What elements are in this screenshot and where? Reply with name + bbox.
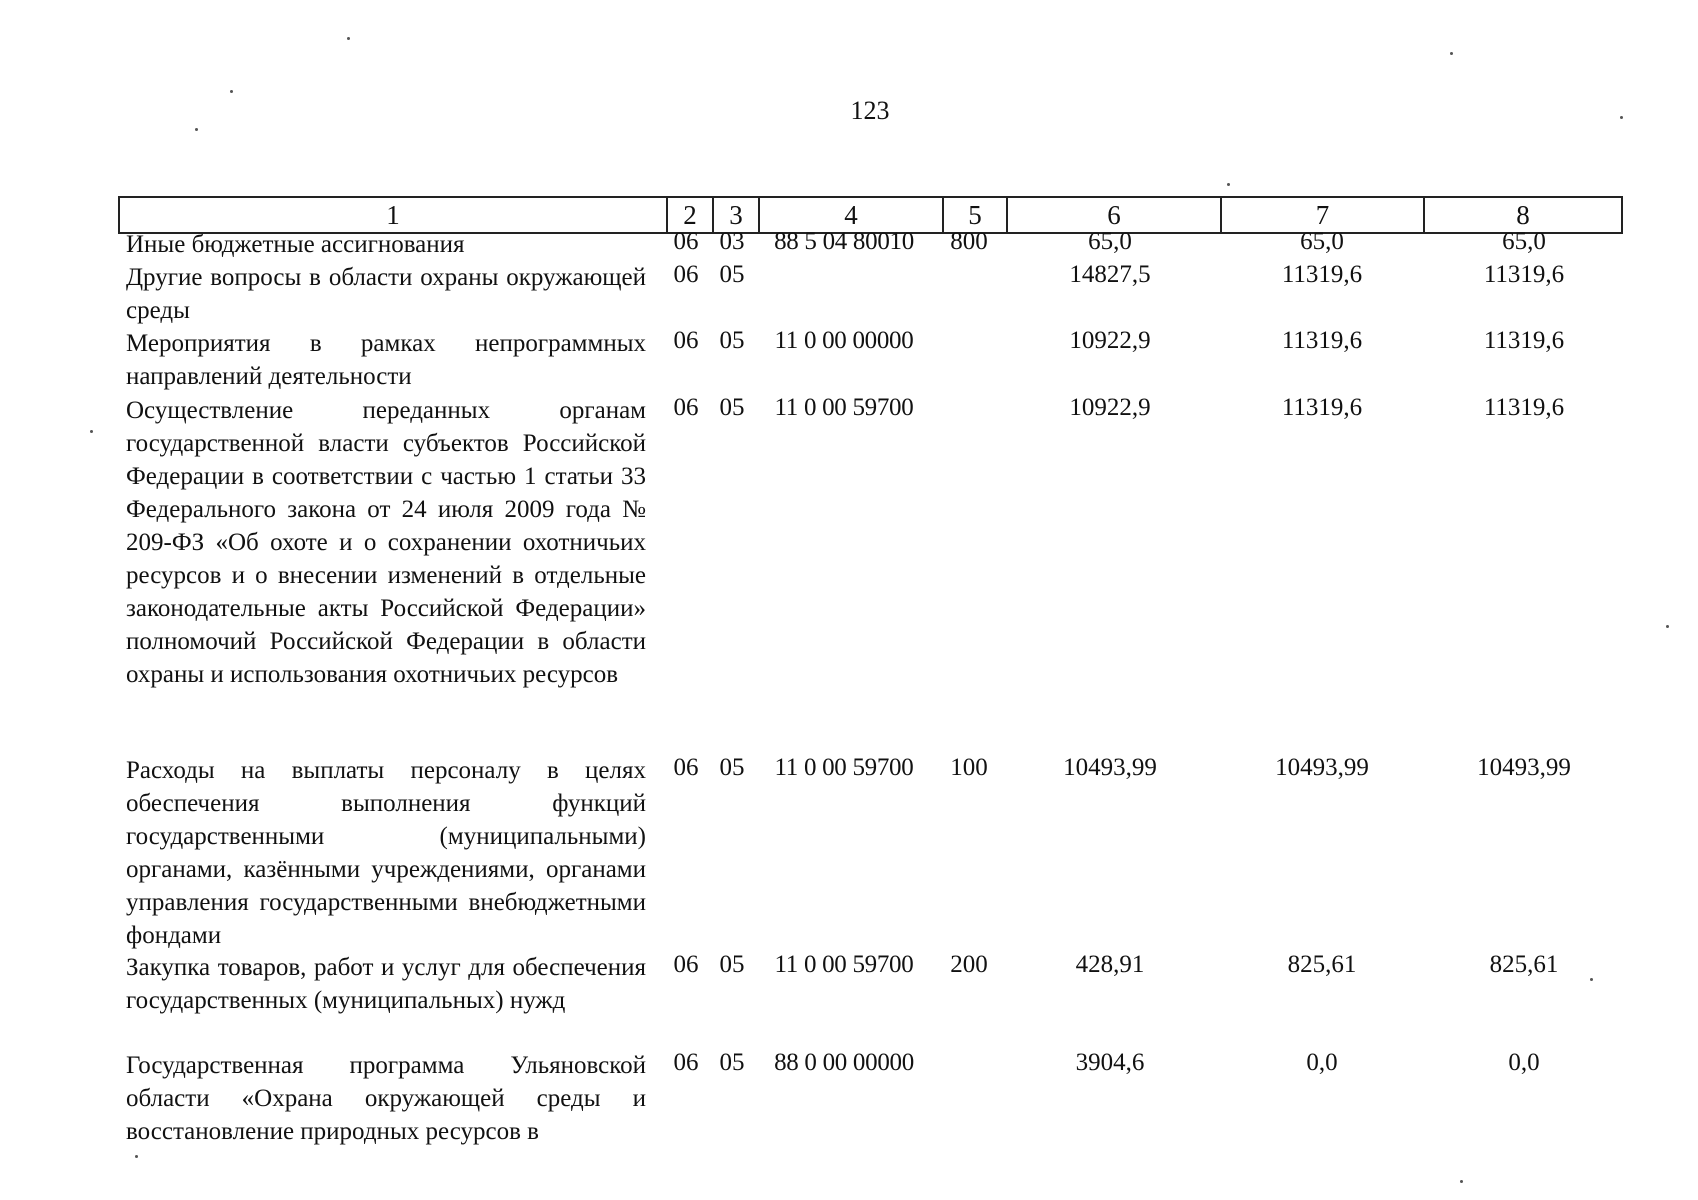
row-col-3: 05 (719, 1049, 745, 1076)
row-col-2: 06 (673, 327, 699, 354)
row-col-3: 05 (719, 394, 745, 421)
row-col-7: 11319,6 (1281, 394, 1363, 421)
row-col-5: 100 (950, 754, 988, 781)
row-col-6: 65,0 (1088, 228, 1132, 255)
row-col-5: 800 (950, 228, 988, 255)
row-col-6: 3904,6 (1075, 1049, 1145, 1076)
row-col-7: 11319,6 (1281, 327, 1363, 354)
header-col-2: 2 (668, 198, 714, 232)
row-col-5: 200 (950, 951, 988, 978)
row-col-8: 11319,6 (1483, 261, 1565, 288)
row-col-7: 11319,6 (1281, 261, 1363, 288)
row-description: Государственная программа Ульяновской области «Охрана окружающей среды и восстановление природных ресурсов в (126, 1052, 646, 1145)
row-description: Иные бюджетные ассигнования (126, 231, 465, 258)
scan-speck (347, 37, 350, 40)
scan-speck (1450, 52, 1453, 55)
row-col-4: 11 0 00 59700 (774, 754, 914, 781)
scan-speck (230, 90, 233, 93)
header-col-6: 6 (1008, 198, 1222, 232)
scan-speck (1590, 978, 1593, 981)
header-col-4: 4 (760, 198, 944, 232)
row-col-7: 0,0 (1306, 1049, 1338, 1076)
row-col-4: 11 0 00 59700 (774, 951, 914, 978)
scan-speck (135, 1155, 138, 1158)
page-number: 123 (850, 96, 890, 125)
row-col-8: 11319,6 (1483, 394, 1565, 421)
row-col-8: 825,61 (1489, 951, 1559, 978)
row-col-3: 03 (719, 228, 745, 255)
row-col-3: 05 (719, 261, 745, 288)
row-description: Мероприятия в рамках непрограммных направлений деятельности (126, 330, 646, 390)
row-col-3: 05 (719, 754, 745, 781)
header-col-7: 7 (1222, 198, 1425, 232)
row-col-6: 428,91 (1075, 951, 1145, 978)
scan-speck (1460, 1180, 1463, 1183)
row-col-4: 88 5 04 80010 (774, 228, 914, 255)
header-col-8: 8 (1516, 200, 1530, 230)
row-description: Расходы на выплаты персоналу в целях обеспечения выполнения функций государственными (муниципальными) органами, казёнными учреждениями, органами управления государственными внебюджетными фондами (126, 757, 646, 949)
row-col-2: 06 (673, 228, 699, 255)
scan-speck (195, 128, 198, 131)
row-col-6: 10493,99 (1063, 754, 1157, 781)
row-col-4: 88 0 00 00000 (774, 1049, 914, 1076)
row-col-8: 65,0 (1502, 228, 1546, 255)
row-col-2: 06 (673, 754, 699, 781)
row-description: Другие вопросы в области охраны окружающей среды (126, 264, 646, 324)
row-description: Осуществление переданных органам государственной власти субъектов Российской Федерации в соответствии с частью 1 статьи 33 Федерального закона от 24 июля 2009 года № 209-ФЗ «Об охоте и о сохранении охотничьих ресурсов и о внесении изменений в отдельные законодательные акты Российской Федерации» полномочий Российской Федерации в области охраны и использования охотничьих ресурсов (126, 397, 646, 688)
row-description: Закупка товаров, работ и услуг для обеспечения государственных (муниципальных) нужд (126, 954, 646, 1014)
row-col-2: 06 (673, 951, 699, 978)
row-col-6: 10922,9 (1069, 394, 1151, 421)
row-col-7: 10493,99 (1275, 754, 1369, 781)
scan-speck (90, 430, 93, 433)
row-col-2: 06 (673, 261, 699, 288)
row-col-4: 11 0 00 00000 (774, 327, 914, 354)
row-col-3: 05 (719, 327, 745, 354)
row-col-8: 0,0 (1508, 1049, 1540, 1076)
row-col-7: 65,0 (1300, 228, 1344, 255)
header-col-1: 1 (120, 198, 668, 232)
row-col-2: 06 (673, 1049, 699, 1076)
scan-speck (1666, 625, 1669, 628)
row-col-8: 11319,6 (1483, 327, 1565, 354)
row-col-6: 14827,5 (1069, 261, 1151, 288)
header-col-5: 5 (944, 198, 1008, 232)
row-col-3: 05 (719, 951, 745, 978)
header-col-3: 3 (714, 198, 760, 232)
row-col-6: 10922,9 (1069, 327, 1151, 354)
scan-speck (1620, 116, 1623, 119)
row-col-8: 10493,99 (1477, 754, 1571, 781)
scan-speck (1227, 183, 1230, 186)
row-col-4: 11 0 00 59700 (774, 394, 914, 421)
row-col-2: 06 (673, 394, 699, 421)
row-col-7: 825,61 (1287, 951, 1357, 978)
